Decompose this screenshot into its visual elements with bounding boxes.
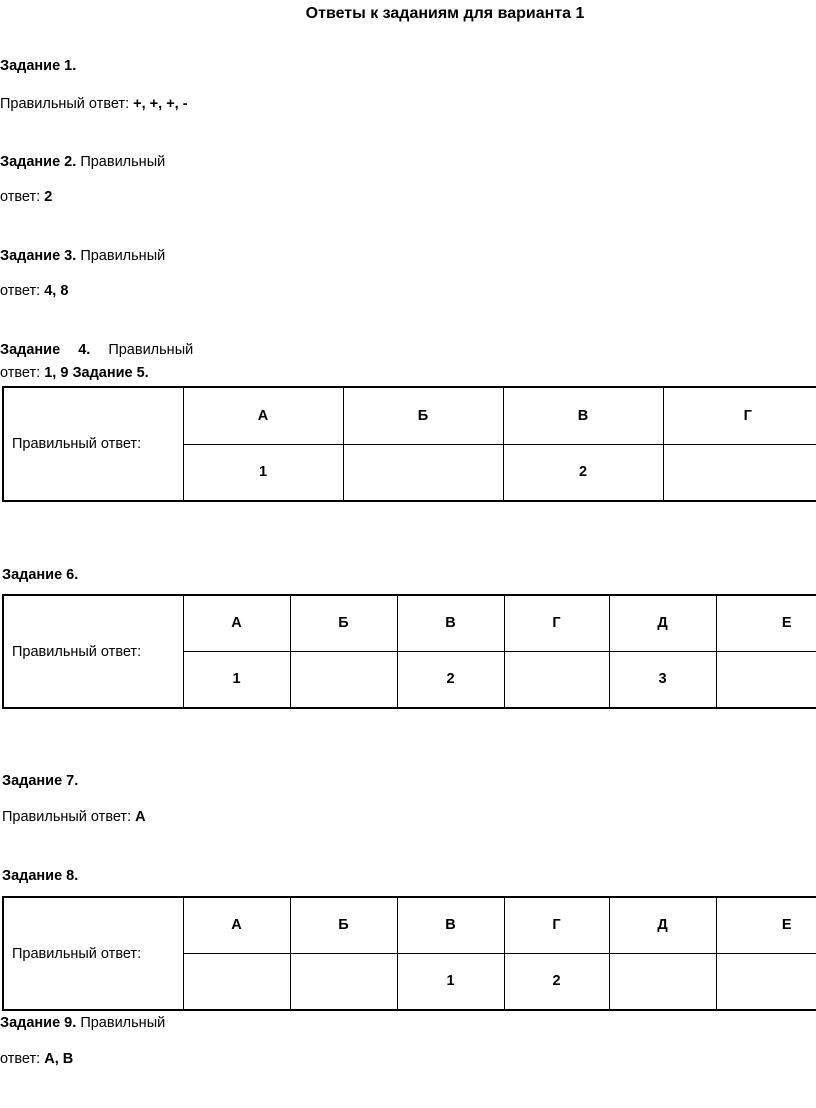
task-1-answer: +, +, +, - [133, 96, 188, 112]
task-3-answer: 4, 8 [44, 283, 69, 299]
task-9-answer-line [0, 1050, 73, 1068]
task-4-number: 4. [78, 342, 91, 358]
table-value-cell: 1 [183, 444, 343, 501]
task-4-heading: Задание [0, 342, 61, 358]
answer-word-cont: ответ: [0, 1051, 41, 1067]
answer-word-cont: ответ: [0, 283, 41, 299]
task-9-answer: А, В [44, 1051, 74, 1067]
task-2-heading: Задание 2. [0, 154, 77, 170]
task-2-answer-line [0, 188, 52, 206]
task-4-heading-line [0, 341, 193, 359]
table-value-cell: 1 [183, 651, 290, 708]
table-header-cell: А [183, 387, 343, 444]
table-header-cell: Б [290, 897, 397, 953]
task-3-heading: Задание 3. [0, 248, 77, 264]
answer-word-cont: ответ: [0, 365, 41, 381]
table-value-cell [504, 651, 609, 708]
table-header-cell: Г [504, 595, 609, 651]
table-header-cell: В [397, 595, 504, 651]
answer-label-cell: Правильный ответ: [3, 897, 183, 1010]
table-value-cell [343, 444, 503, 501]
table-value-cell [290, 651, 397, 708]
table-value-cell: 2 [397, 651, 504, 708]
table-header-cell: Б [290, 595, 397, 651]
table-value-cell: 3 [609, 651, 716, 708]
table-header-cell: Е [716, 595, 816, 651]
answer-word: Правильный [108, 342, 194, 358]
table-value-cell [716, 953, 816, 1010]
task-5-table [2, 386, 816, 502]
task-1-heading: Задание 1. [0, 58, 77, 74]
page-title: Ответы к заданиям для варианта 1 [305, 5, 585, 22]
table-value-cell: 2 [503, 444, 663, 501]
answer-word-cont: ответ: [0, 189, 41, 205]
table-value-cell: 2 [504, 953, 609, 1010]
answer-label: Правильный ответ: [2, 809, 132, 825]
table-value-cell: 1 [397, 953, 504, 1010]
table-header-cell: Е [716, 897, 816, 953]
table-header-cell: Г [504, 897, 609, 953]
table-header-cell: Д [609, 897, 716, 953]
task-2-heading-line [0, 153, 165, 171]
answer-word: Правильный [80, 248, 166, 264]
task-4-answer: 1, 9 [44, 365, 69, 381]
task-9-heading: Задание 9. [0, 1015, 77, 1031]
task-9-heading-line [0, 1014, 165, 1032]
table-value-cell [716, 651, 816, 708]
table-header-cell: Г [663, 387, 816, 444]
task-8-table [2, 896, 816, 1011]
answer-label-cell: Правильный ответ: [3, 387, 183, 501]
table-value-cell [183, 953, 290, 1010]
task-3-answer-line [0, 282, 68, 300]
table-header-cell: Д [609, 595, 716, 651]
table-header-cell: А [183, 897, 290, 953]
task-7-answer: А [135, 809, 146, 825]
task-8-heading: Задание 8. [2, 868, 79, 884]
table-value-cell [609, 953, 716, 1010]
task-1-answer-line [0, 95, 188, 113]
task-7-heading: Задание 7. [2, 773, 79, 789]
answer-word: Правильный [80, 1015, 166, 1031]
answer-label-cell: Правильный ответ: [3, 595, 183, 708]
table-value-cell [290, 953, 397, 1010]
task-2-answer: 2 [44, 189, 53, 205]
table-header-cell: В [397, 897, 504, 953]
table-header-cell: А [183, 595, 290, 651]
task-3-heading-line [0, 247, 165, 265]
task-4-answer-line [0, 364, 149, 382]
table-header-cell: Б [343, 387, 503, 444]
table-header-cell: В [503, 387, 663, 444]
table-value-cell [663, 444, 816, 501]
task-6-table [2, 594, 816, 709]
task-7-answer-line [2, 808, 146, 826]
task-5-heading: Задание 5. [72, 365, 149, 381]
answer-word: Правильный [80, 154, 166, 170]
answer-label: Правильный ответ: [0, 96, 130, 112]
task-6-heading: Задание 6. [2, 567, 79, 583]
